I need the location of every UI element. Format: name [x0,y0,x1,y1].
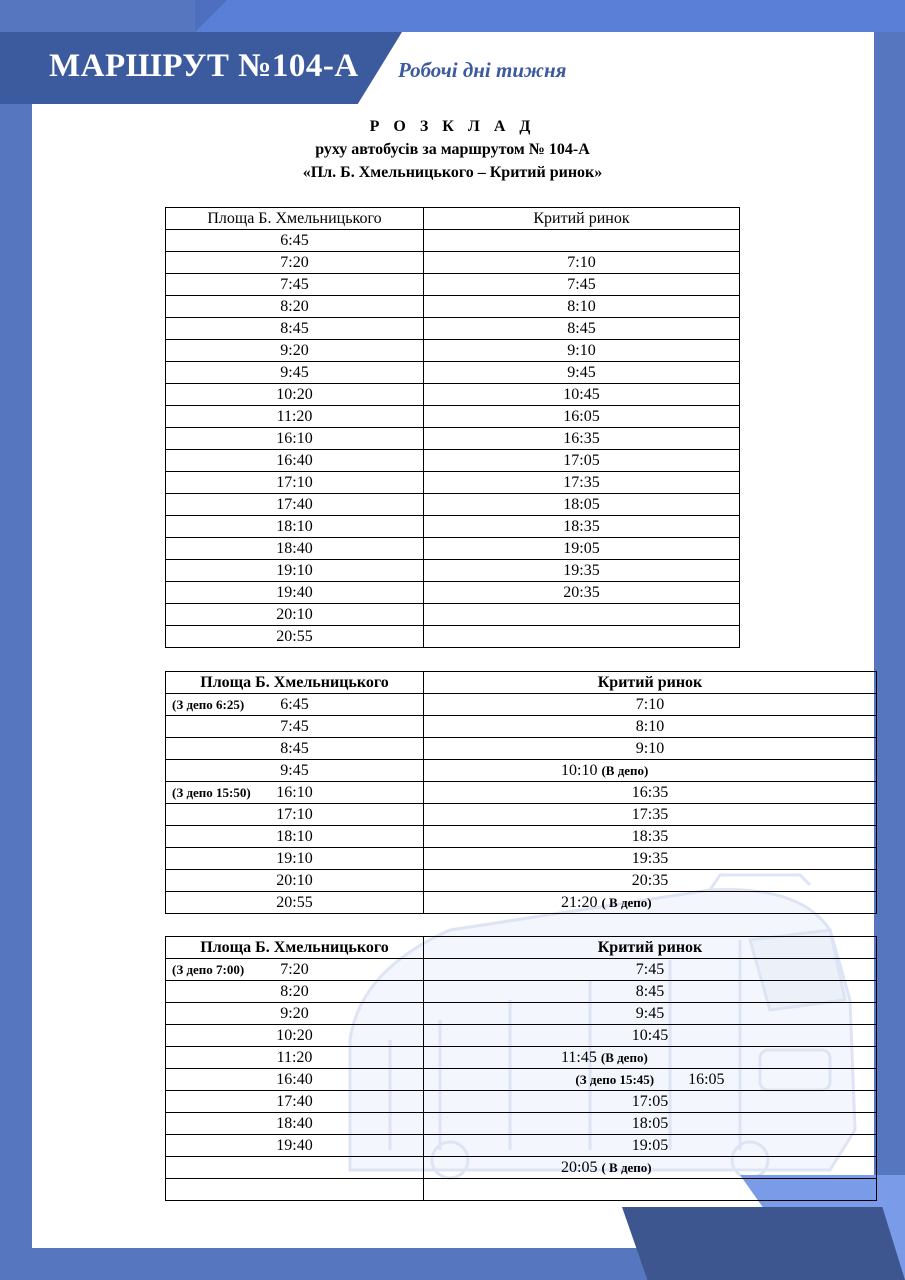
table-row [166,1003,877,1025]
departure-time-cell [166,428,424,450]
arrival-time-cell [424,848,877,870]
departure-time: 17:40 [276,1093,313,1110]
departure-time: 19:10 [276,850,313,867]
arrival-time: 16:35 [563,430,600,447]
departure-time-cell [166,760,424,782]
arrival-time-cell [424,738,877,760]
departure-time-cell [166,472,424,494]
arrival-time: 17:35 [563,474,600,491]
arrival-time-cell [424,582,740,604]
departure-time: 17:40 [276,496,313,513]
departure-time-cell [166,981,424,1003]
departure-time: 8:20 [280,298,309,315]
table-row [166,296,740,318]
table-row [166,252,740,274]
departure-time: 6:45 [280,696,309,713]
departure-time: 8:45 [280,320,309,337]
departure-time: 9:45 [280,364,309,381]
departure-time-cell [166,1157,424,1179]
departure-time: 19:10 [276,562,313,579]
arrival-time: 19:35 [563,562,600,579]
arrival-time-cell [424,694,877,716]
departure-time: 16:40 [276,1071,313,1088]
table-row [166,604,740,626]
table-row [166,959,877,981]
arrival-time-cell [424,516,740,538]
arrival-time-cell [424,870,877,892]
arrival-time: 18:05 [563,496,600,513]
departure-time-cell [166,384,424,406]
arrival-time: 19:05 [563,540,600,557]
arrival-time: 8:10 [567,298,596,315]
departure-time-cell [166,318,424,340]
departure-time-cell [166,1025,424,1047]
departure-time-cell [166,340,424,362]
depot-note: ( В депо) [601,895,652,910]
departure-time-cell [166,694,424,716]
departure-time: 20:10 [276,606,313,623]
arrival-time-cell [424,252,740,274]
arrival-time-cell [424,826,877,848]
arrival-time-cell [424,626,740,648]
departure-time: 7:20 [280,961,309,978]
arrival-time-cell [424,1091,877,1113]
arrival-time-cell [424,782,877,804]
departure-time-cell [166,406,424,428]
departure-time: 9:20 [280,1005,309,1022]
schedule-heading: Р О З К Л А Д [369,118,536,135]
departure-time-cell [166,1047,424,1069]
departure-time-cell [166,738,424,760]
arrival-time: 7:45 [567,276,596,293]
arrival-time-cell [424,892,877,914]
departure-time-cell [166,252,424,274]
departure-time: 7:20 [280,254,309,271]
departure-time: 10:20 [276,1027,313,1044]
arrival-time-cell [424,760,877,782]
departure-time: 18:10 [276,828,313,845]
arrival-time: 10:10 [561,762,598,779]
arrival-time: 18:05 [631,1115,669,1132]
departure-time: 11:20 [276,408,313,425]
table-header-row [166,937,877,959]
arrival-time-cell [424,1157,877,1179]
arrival-time-cell [424,1003,877,1025]
departure-time: 20:55 [276,894,313,911]
route-title: МАРШРУТ №104-А [49,48,359,84]
arrival-time: 16:05 [563,408,600,425]
arrival-time-cell [424,716,877,738]
departure-time-cell [166,560,424,582]
departure-time-cell [166,1069,424,1091]
table-row [166,826,877,848]
departure-time-cell [166,626,424,648]
day-type-label: Робочі дні тижня [398,58,567,82]
table-header-row [166,672,877,694]
departure-time-cell [166,959,424,981]
arrival-time: 17:05 [631,1093,669,1110]
departure-time: 6:45 [280,232,309,249]
arrival-time: 19:05 [631,1137,669,1154]
table-row [166,318,740,340]
arrival-time-cell [424,1179,877,1201]
table-row [166,340,740,362]
schedule-subheading: руху автобусів за маршрутом № 104-А [315,141,590,158]
arrival-time: 9:10 [567,342,596,359]
table-row [166,892,877,914]
departure-time: 19:40 [276,584,313,601]
arrival-time: 16:05 [688,1071,725,1088]
arrival-time-cell [424,538,740,560]
depot-note: (З депо 6:25) [172,697,245,712]
column-header-arrival: Критий ринок [424,672,877,694]
arrival-time-cell [424,428,740,450]
arrival-time: 7:10 [635,696,665,713]
departure-time: 20:10 [276,872,313,889]
arrival-time-cell [424,959,877,981]
arrival-time-cell [424,1047,877,1069]
arrival-time-cell [424,362,740,384]
arrival-time: 9:45 [635,1005,665,1022]
departure-time-cell [166,296,424,318]
table-row [166,870,877,892]
schedule-table-3 [165,936,877,1201]
departure-time: 8:20 [280,983,309,1000]
arrival-time: 8:45 [635,983,665,1000]
table-row [166,362,740,384]
arrival-time-cell [424,296,740,318]
arrival-time: 11:45 [561,1049,597,1066]
arrival-time: 20:35 [563,584,600,601]
departure-time-cell [166,516,424,538]
table-row [166,1157,877,1179]
table-row [166,538,740,560]
departure-time-cell [166,716,424,738]
table-row [166,1069,877,1091]
departure-time: 18:40 [276,1115,313,1132]
table-header-row [166,208,740,230]
departure-time-cell [166,1003,424,1025]
depot-note: (В депо) [600,1050,648,1065]
departure-time-cell [166,230,424,252]
departure-time: 17:10 [276,806,313,823]
arrival-time-cell [424,384,740,406]
departure-time-cell [166,870,424,892]
arrival-time-cell [424,560,740,582]
arrival-time-cell [424,1135,877,1157]
arrival-time: 18:35 [631,828,669,845]
departure-time: 18:40 [276,540,313,557]
arrival-time: 18:35 [563,518,600,535]
table-row [166,428,740,450]
arrival-time-cell [424,340,740,362]
table-row [166,738,877,760]
arrival-time-cell [424,604,740,626]
table-row [166,516,740,538]
departure-time: 16:10 [276,784,313,801]
arrival-time-cell [424,450,740,472]
table-row [166,472,740,494]
table-row [166,694,877,716]
table-row [166,1113,877,1135]
departure-time: 17:10 [276,474,313,491]
departure-time-cell [166,892,424,914]
departure-time: 9:45 [280,762,309,779]
arrival-time: 17:05 [563,452,600,469]
departure-time-cell [166,362,424,384]
arrival-time-cell [424,472,740,494]
departure-time-cell [166,582,424,604]
depot-note: (З депо 15:50) [172,785,251,800]
depot-note: ( В депо) [601,1160,652,1175]
table-row [166,1179,877,1201]
arrival-time-cell [424,494,740,516]
arrival-time-cell [424,804,877,826]
departure-time: 16:40 [276,452,313,469]
arrival-time: 10:45 [631,1027,669,1044]
arrival-time-cell [424,318,740,340]
arrival-time-cell [424,1025,877,1047]
departure-time-cell [166,1113,424,1135]
frame-corner-decoration [195,0,905,32]
table-row [166,384,740,406]
arrival-time-cell [424,406,740,428]
arrival-time: 8:10 [635,718,665,735]
table-row [166,1135,877,1157]
arrival-time-cell [424,274,740,296]
departure-time: 10:20 [276,386,313,403]
departure-time: 11:20 [276,1049,313,1066]
table-row [166,626,740,648]
table-row [166,406,740,428]
column-header-departure: Площа Б. Хмельницького [166,672,424,694]
departure-time-cell [166,782,424,804]
column-header-arrival: Критий ринок [424,208,740,230]
table-row [166,274,740,296]
departure-time-cell [166,538,424,560]
departure-time: 16:10 [276,430,313,447]
arrival-time: 9:10 [635,740,665,757]
departure-time-cell [166,1091,424,1113]
table-row [166,1047,877,1069]
departure-time-cell [166,1135,424,1157]
departure-time-cell [166,848,424,870]
departure-time: 19:40 [276,1137,313,1154]
arrival-time: 8:45 [567,320,596,337]
table-row [166,782,877,804]
table-row [166,230,740,252]
departure-time-cell [166,604,424,626]
arrival-time: 20:35 [631,872,669,889]
arrival-time: 21:20 [561,894,598,911]
table-row [166,848,877,870]
departure-time: 18:10 [276,518,313,535]
depot-note: (З депо 15:45) [575,1072,655,1087]
departure-time-cell [166,826,424,848]
departure-time-cell [166,450,424,472]
column-header-departure: Площа Б. Хмельницького [166,208,424,230]
table-row [166,450,740,472]
departure-time: 7:45 [280,718,309,735]
table-row [166,804,877,826]
departure-time: 7:45 [280,276,309,293]
column-header-arrival: Критий ринок [424,937,877,959]
table-row [166,1091,877,1113]
arrival-time: 20:05 [561,1159,598,1176]
table-row [166,560,740,582]
departure-time: 9:20 [280,342,309,359]
schedule-table-1 [165,207,740,648]
table-row [166,1025,877,1047]
arrival-time: 10:45 [563,386,600,403]
departure-time-cell [166,804,424,826]
arrival-time: 17:35 [631,806,669,823]
departure-time: 8:45 [280,740,309,757]
arrival-time: 19:35 [631,850,669,867]
departure-time-cell [166,274,424,296]
arrival-time-cell [424,230,740,252]
column-header-departure: Площа Б. Хмельницького [166,937,424,959]
arrival-time-cell [424,981,877,1003]
departure-time-cell [166,1179,424,1201]
table-row [166,494,740,516]
depot-note: (З депо 7:00) [172,962,245,977]
route-endpoints: «Пл. Б. Хмельницького – Критий ринок» [302,164,603,181]
corner-decoration-dark [622,1207,905,1280]
arrival-time: 7:10 [567,254,596,271]
schedule-table-2 [165,671,877,914]
arrival-time-cell [424,1069,877,1091]
depot-note: (В депо) [601,763,649,778]
departure-time: 20:55 [276,628,313,645]
departure-time-cell [166,494,424,516]
table-row [166,981,877,1003]
table-row [166,582,740,604]
table-row [166,760,877,782]
arrival-time: 9:45 [567,364,596,381]
arrival-time: 7:45 [635,961,665,978]
arrival-time-cell [424,1113,877,1135]
table-row [166,716,877,738]
arrival-time: 16:35 [631,784,669,801]
